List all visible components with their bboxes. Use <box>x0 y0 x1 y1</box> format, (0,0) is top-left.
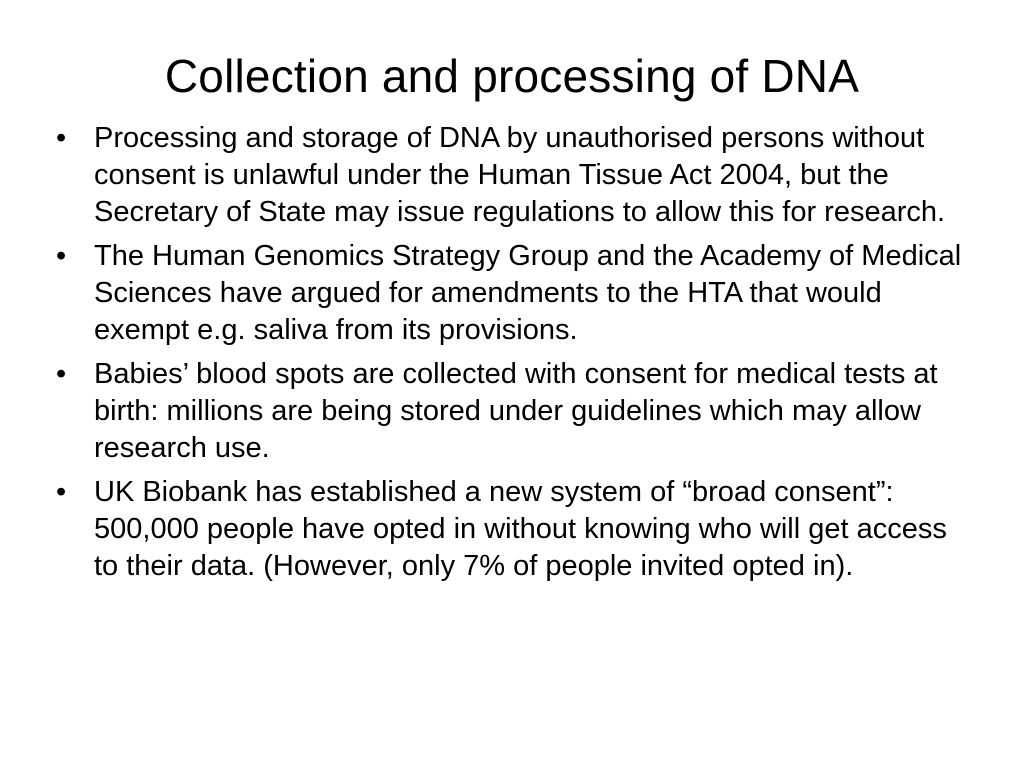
bullet-text-4: UK Biobank has established a new system of “broad consent”: 500,000 people have opted in without knowing who will get access to their data. (However, only 7% of people invited opted in). <box>94 476 947 582</box>
bullet-list <box>56 120 976 592</box>
bullet-marker-icon: • <box>56 122 67 154</box>
bullet-marker-icon: • <box>56 240 67 272</box>
slide-title: Collection and processing of DNA <box>164 50 860 102</box>
bullet-item-2 <box>56 238 976 349</box>
bullet-marker-icon: • <box>56 358 67 390</box>
bullet-item-4 <box>56 474 976 585</box>
bullet-marker-icon: • <box>56 476 67 508</box>
bullet-text-3: Babies’ blood spots are collected with consent for medical tests at birth: millions are being stored under guidelines which may allow research use. <box>94 358 938 464</box>
bullet-item-1 <box>56 120 976 231</box>
bullet-text-1: Processing and storage of DNA by unauthorised persons without consent is unlawful under the Human Tissue Act 2004, but the Secretary of State may issue regulations to allow this for research. <box>94 122 946 228</box>
bullet-item-3 <box>56 356 976 467</box>
bullet-text-2: The Human Genomics Strategy Group and the Academy of Medical Sciences have argued for amendments to the HTA that would exempt e.g. saliva from its provisions. <box>94 240 962 346</box>
